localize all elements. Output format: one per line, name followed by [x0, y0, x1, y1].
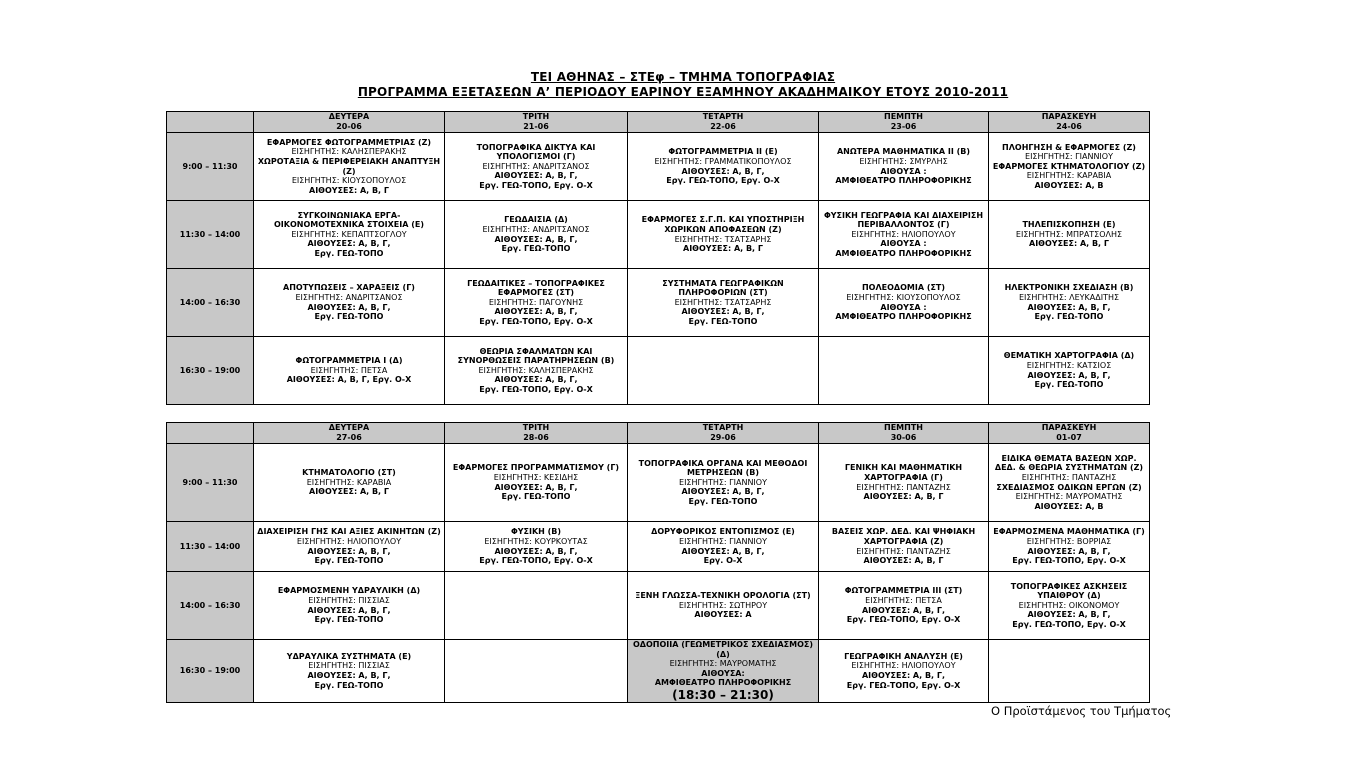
day-header	[989, 423, 1150, 444]
exam-cell	[819, 269, 989, 337]
instructor-line: ΕΙΣΗΓΗΤΗΣ: ΜΑΥΡΟΜΑΤΗΣ	[669, 659, 777, 669]
instructor-line: ΕΙΣΗΓΗΤΗΣ: ΛΕΥΚΑΔΙΤΗΣ	[1018, 292, 1120, 302]
exam-line: ΒΑΣΕΙΣ ΧΩΡ. ΔΕΔ. ΚΑΙ ΨΗΦΙΑΚΗ ΧΑΡΤΟΓΡΑΦΙΑ (Ζ)	[831, 527, 976, 546]
exam-cell	[254, 269, 445, 337]
exam-cell	[819, 201, 989, 269]
day-date: 01-07	[1056, 433, 1082, 442]
instructor-line: ΕΙΣΗΓΗΤΗΣ: ΚΑΛΗΣΠΕΡΑΚΗΣ	[291, 147, 407, 157]
day-header-row	[167, 112, 1150, 133]
exam-cell	[445, 201, 628, 269]
exam-line: Εργ. ΓΕΩ-ΤΟΠΟ	[314, 556, 384, 566]
instructor-line: ΕΙΣΗΓΗΤΗΣ: ΓΡΑΜΜΑΤΙΚΟΠΟΥΛΟΣ	[654, 156, 792, 166]
day-header	[628, 112, 819, 133]
instructor-line: ΕΙΣΗΓΗΤΗΣ: ΠΙΣΣΙΑΣ	[308, 661, 390, 671]
exam-cell	[628, 269, 819, 337]
exam-line: Εργ. ΓΕΩ-ΤΟΠΟ, Εργ. Ο-Χ	[479, 556, 593, 566]
exam-cell	[628, 640, 819, 703]
exam-line: ΑΙΘΟΥΣΑ :	[880, 166, 927, 176]
exam-line: ΑΙΘΟΥΣΕΣ: Α, Β, Γ	[309, 487, 389, 497]
instructor-line: ΕΙΣΗΓΗΤΗΣ: ΜΠΡΑΤΣΟΛΗΣ	[1015, 229, 1123, 239]
exam-line: Εργ. ΓΕΩ-ΤΟΠΟ, Εργ. Ο-Χ	[479, 316, 593, 326]
time-slot-label: 9:00 – 11:30	[167, 444, 254, 522]
exam-line: ΤΟΠΟΓΡΑΦΙΚΕΣ ΑΣΚΗΣΕΙΣ ΥΠΑΙΘΡΟΥ (Δ)	[1010, 581, 1128, 601]
exam-line: ΔΟΡΥΦΟΡΙΚΟΣ ΕΝΤΟΠΙΣΜΟΣ (Ε)	[651, 527, 795, 537]
instructor-line: ΕΙΣΗΓΗΤΗΣ: ΑΝΔΡΙΤΣΑΝΟΣ	[482, 224, 590, 234]
exam-line: Εργ. ΓΕΩ-ΤΟΠΟ	[1034, 380, 1104, 390]
exam-line: ΕΦΑΡΜΟΣΜΕΝΗ ΥΔΡΑΥΛΙΚΗ (Δ)	[277, 586, 421, 596]
time-slot-label: 16:30 – 19:00	[167, 640, 254, 703]
instructor-line: ΕΙΣΗΓΗΤΗΣ: ΠΕΤΣΑ	[865, 595, 942, 605]
instructor-line: ΕΙΣΗΓΗΤΗΣ: ΓΙΑΝΝΙΟΥ	[1025, 152, 1113, 162]
exam-cell	[445, 269, 628, 337]
exam-line: ΕΦΑΡΜΟΓΕΣ Σ.Γ.Π. ΚΑΙ ΥΠΟΣΤΗΡΙΞΗ ΧΩΡΙΚΩΝ ΑΠΟΦΑΣΕΩΝ (Ζ)	[641, 215, 805, 234]
exam-line: Εργ. ΓΕΩ-ΤΟΠΟ	[314, 312, 384, 322]
time-slot-row	[167, 640, 1150, 703]
instructor-line: ΕΙΣΗΓΗΤΗΣ: ΠΕΤΣΑ	[310, 365, 388, 375]
exam-line: ΑΙΘΟΥΣΕΣ: Α, Β, Γ	[683, 244, 763, 254]
day-date: 21-06	[523, 122, 549, 131]
instructor-line: ΕΙΣΗΓΗΤΗΣ: ΗΛΙΟΠΟΥΛΟΥ	[851, 661, 956, 671]
day-name: ΠΑΡΑΣΚΕΥΗ	[1041, 423, 1097, 433]
exam-line: Εργ. ΓΕΩ-ΤΟΠΟ, Εργ. Ο-Χ	[479, 180, 593, 190]
exam-cell	[628, 201, 819, 269]
exam-line: ΓΕΩΓΡΑΦΙΚΗ ΑΝΑΛΥΣΗ (Ε)	[844, 651, 963, 661]
exam-schedule-week-1	[166, 111, 1150, 405]
exam-line: ΤΟΠΟΓΡΑΦΙΚΑ ΟΡΓΑΝΑ ΚΑΙ ΜΕΘΟΔΟΙ ΜΕΤΡΗΣΕΩΝ (Β)	[638, 458, 808, 478]
instructor-line: ΕΙΣΗΓΗΤΗΣ: ΗΛΙΟΠΟΥΛΟΥ	[851, 229, 956, 239]
time-slot-label: 11:30 – 14:00	[167, 522, 254, 572]
exam-line: ΑΙΘΟΥΣΕΣ: Α, Β, Γ,	[1027, 546, 1111, 556]
day-name: ΠΕΜΠΤΗ	[884, 423, 923, 433]
time-slot-row	[167, 337, 1150, 405]
exam-line: ΔΙΑΧΕΙΡΙΣΗ ΓΗΣ ΚΑΙ ΑΞΙΕΣ ΑΚΙΝΗΤΩΝ (Ζ)	[257, 527, 441, 537]
exam-line: ΤΗΛΕΠΙΣΚΟΠΗΣΗ (Ε)	[1022, 220, 1116, 230]
instructor-line: ΕΙΣΗΓΗΤΗΣ: ΣΩΤΗΡΟΥ	[678, 600, 768, 610]
exam-line: ΞΕΝΗ ΓΛΩΣΣΑ-ΤΕΧΝΙΚΗ ΟΡΟΛΟΓΙΑ (ΣΤ)	[635, 591, 811, 601]
exam-line: ΑΙΘΟΥΣΕΣ: Α, Β, Γ, Εργ. Ο-Χ	[286, 375, 412, 385]
exam-line: ΑΙΘΟΥΣΕΣ: Α, Β, Γ,	[307, 239, 391, 249]
exam-line: ΑΙΘΟΥΣΕΣ: Α, Β, Γ,	[1027, 610, 1111, 620]
instructor-line: ΕΙΣΗΓΗΤΗΣ: ΑΝΔΡΙΤΣΑΝΟΣ	[295, 292, 403, 302]
instructor-line: ΕΙΣΗΓΗΤΗΣ: ΑΝΔΡΙΤΣΑΝΟΣ	[482, 161, 590, 171]
exam-line: Εργ. Ο-Χ	[703, 556, 743, 566]
time-slot-row	[167, 444, 1150, 522]
day-name: ΠΑΡΑΣΚΕΥΗ	[1041, 112, 1097, 122]
exam-line: Εργ. ΓΕΩ-ΤΟΠΟ	[314, 615, 384, 625]
exam-line: ΠΟΛΕΟΔΟΜΙΑ (ΣΤ)	[861, 283, 946, 293]
exam-line: ΑΙΘΟΥΣΕΣ: Α, Β, Γ,	[307, 605, 391, 615]
instructor-line: ΕΙΣΗΓΗΤΗΣ: ΚΑΛΗΣΠΕΡΑΚΗΣ	[478, 365, 594, 375]
time-slot-row	[167, 269, 1150, 337]
exam-line: ΦΩΤΟΓΡΑΜΜΕΤΡΙΑ ΙΙ (Ε)	[668, 147, 778, 157]
instructor-line: ΕΙΣΗΓΗΤΗΣ: ΠΑΝΤΑΖΗΣ	[856, 546, 951, 556]
day-header	[819, 423, 989, 444]
exam-line: ΣΥΓΚΟΙΝΩΝΙΑΚΑ ΕΡΓΑ-ΟΙΚΟΝΟΜΟΤΕΧΝΙΚΑ ΣΤΟΙΧΕΙΑ (Ε)	[273, 210, 425, 230]
instructor-line: ΕΙΣΗΓΗΤΗΣ: ΚΑΡΑΒΙΑ	[306, 477, 392, 487]
exam-line: ΑΙΘΟΥΣΕΣ: Α, Β, Γ	[863, 556, 944, 566]
time-note: (18:30 – 21:30)	[672, 687, 774, 702]
instructor-line: ΕΙΣΗΓΗΤΗΣ: ΠΙΣΣΙΑΣ	[308, 595, 390, 605]
day-header-row	[167, 423, 1150, 444]
instructor-line: ΕΙΣΗΓΗΤΗΣ: ΣΜΥΡΛΗΣ	[859, 156, 948, 166]
day-date: 22-06	[710, 122, 736, 131]
exam-line: Εργ. ΓΕΩ-ΤΟΠΟ, Εργ. Ο-Χ	[666, 176, 780, 186]
exam-line: ΠΛΟΗΓΗΣΗ & ΕΦΑΡΜΟΓΕΣ (Ζ)	[1002, 142, 1136, 152]
exam-cell	[989, 337, 1150, 405]
exam-line: ΑΜΦΙΘΕΑΤΡΟ ΠΛΗΡΟΦΟΡΙΚΗΣ	[654, 678, 792, 688]
time-slot-row	[167, 522, 1150, 572]
day-name: ΤΡΙΤΗ	[522, 423, 550, 433]
exam-line: Εργ. ΓΕΩ-ΤΟΠΟ, Εργ. Ο-Χ	[846, 680, 961, 690]
exam-cell	[989, 444, 1150, 522]
day-header	[445, 112, 628, 133]
exam-line: ΤΟΠΟΓΡΑΦΙΚΑ ΔΙΚΤΥΑ ΚΑΙ ΥΠΟΛΟΓΙΣΜΟΙ (Γ)	[476, 142, 596, 162]
document-title: ΤΕΙ ΑΘΗΝΑΣ – ΣΤΕφ – ΤΜΗΜΑ ΤΟΠΟΓΡΑΦΙΑΣ	[530, 70, 836, 84]
exam-line: ΑΙΘΟΥΣΕΣ: Α, Β, Γ,	[681, 487, 765, 497]
time-slot-row	[167, 201, 1150, 269]
instructor-line: ΕΙΣΗΓΗΤΗΣ: ΚΟΥΡΚΟΥΤΑΣ	[484, 536, 588, 546]
exam-line: ΑΙΘΟΥΣΕΣ: Α, Β, Γ,	[861, 605, 945, 615]
instructor-line: ΕΙΣΗΓΗΤΗΣ: ΚΕΠΑΠΤΣΟΓΛΟΥ	[291, 229, 407, 239]
day-date: 30-06	[890, 433, 917, 442]
exam-line: ΥΔΡΑΥΛΙΚΑ ΣΥΣΤΗΜΑΤΑ (Ε)	[286, 651, 412, 661]
exam-cell	[628, 572, 819, 640]
time-slot-row	[167, 572, 1150, 640]
exam-line: Εργ. ΓΕΩ-ΤΟΠΟ	[314, 680, 384, 690]
exam-line: ΑΙΘΟΥΣΕΣ: Α, Β, Γ,	[681, 166, 765, 176]
exam-line: ΘΕΩΡΙΑ ΣΦΑΛΜΑΤΩΝ ΚΑΙ ΣΥΝΟΡΘΩΣΕΙΣ ΠΑΡΑΤΗΡΗΣΕΩΝ (Β)	[457, 346, 615, 366]
exam-line: ΓΕΩΔΑΙΣΙΑ (Δ)	[504, 215, 568, 225]
day-date: 24-06	[1056, 122, 1082, 131]
exam-line: ΑΙΘΟΥΣΕΣ: Α, Β, Γ,	[307, 546, 391, 556]
instructor-line: ΕΙΣΗΓΗΤΗΣ: ΗΛΙΟΠΟΥΛΟΥ	[296, 536, 402, 546]
day-header	[628, 423, 819, 444]
exam-line: Εργ. ΓΕΩ-ΤΟΠΟ	[501, 244, 571, 254]
instructor-line: ΕΙΣΗΓΗΤΗΣ: ΓΙΑΝΝΙΟΥ	[679, 477, 767, 487]
exam-line: ΑΙΘΟΥΣΕΣ: Α, Β, Γ,	[494, 482, 578, 492]
instructor-line: ΕΙΣΗΓΗΤΗΣ: ΚΑΤΣΙΟΣ	[1026, 360, 1112, 370]
exam-cell	[628, 133, 819, 201]
exam-cell	[445, 522, 628, 572]
signature-line: Ο Προϊστάμενος του Τμήματος	[991, 704, 1172, 718]
day-name: ΠΕΜΠΤΗ	[884, 112, 923, 122]
exam-line: ΑΙΘΟΥΣΕΣ: Α, Β, Γ,	[494, 234, 578, 244]
exam-line: ΓΕΝΙΚΗ ΚΑΙ ΜΑΘΗΜΑΤΙΚΗ ΧΑΡΤΟΓΡΑΦΙΑ (Γ)	[844, 463, 963, 482]
exam-schedule-week-2	[166, 422, 1150, 703]
time-slot-label: 9:00 – 11:30	[167, 133, 254, 201]
instructor-line: ΕΙΣΗΓΗΤΗΣ: ΚΙΟΥΣΟΠΟΥΛΟΣ	[291, 176, 407, 186]
exam-cell	[819, 522, 989, 572]
day-date: 29-06	[710, 433, 736, 442]
exam-line: ΕΙΔΙΚΑ ΘΕΜΑΤΑ ΒΑΣΕΩΝ ΧΩΡ. ΔΕΔ. & ΘΕΩΡΙΑ ΣΥΣΤΗΜΑΤΩΝ (Ζ)	[994, 453, 1144, 473]
exam-line: Εργ. ΓΕΩ-ΤΟΠΟ, Εργ. Ο-Χ	[479, 384, 593, 394]
instructor-line: ΕΙΣΗΓΗΤΗΣ: ΠΑΝΤΑΖΗΣ	[856, 482, 951, 492]
exam-cell	[445, 133, 628, 201]
exam-cell	[819, 572, 989, 640]
empty-cell	[819, 337, 989, 405]
exam-line: ΑΙΘΟΥΣΕΣ: Α, Β, Γ,	[681, 307, 765, 317]
exam-line: ΦΥΣΙΚΗ ΓΕΩΓΡΑΦΙΑ ΚΑΙ ΔΙΑΧΕΙΡΙΣΗ ΠΕΡΙΒΑΛΛΟΝΤΟΣ (Γ)	[823, 210, 984, 230]
exam-cell	[254, 444, 445, 522]
exam-line: ΑΙΘΟΥΣΕΣ: Α, Β, Γ	[1029, 239, 1109, 249]
exam-line: Εργ. ΓΕΩ-ΤΟΠΟ	[501, 492, 571, 502]
exam-line: ΑΙΘΟΥΣΕΣ: Α, Β	[1034, 501, 1104, 511]
header-corner	[167, 423, 254, 444]
exam-cell	[989, 201, 1150, 269]
time-slot-label: 16:30 – 19:00	[167, 337, 254, 405]
exam-line: ΑΠΟΤΥΠΩΣΕΙΣ – ΧΑΡΑΞΕΙΣ (Γ)	[283, 283, 415, 293]
exam-line: Εργ. ΓΕΩ-ΤΟΠΟ	[1034, 312, 1104, 322]
exam-line: ΑΙΘΟΥΣΕΣ: Α	[694, 610, 752, 620]
exam-cell	[445, 444, 628, 522]
exam-line: ΑΙΘΟΥΣΕΣ: Α, Β	[1034, 180, 1104, 190]
time-slot-label: 14:00 – 16:30	[167, 572, 254, 640]
day-date: 23-06	[890, 122, 917, 131]
header-corner	[167, 112, 254, 133]
instructor-line: ΕΙΣΗΓΗΤΗΣ: ΓΙΑΝΝΙΟΥ	[679, 536, 767, 546]
day-name: ΤΡΙΤΗ	[522, 112, 550, 122]
exam-line: ΦΩΤΟΓΡΑΜΜΕΤΡΙΑ ΙΙΙ (ΣΤ)	[844, 586, 963, 596]
day-header	[819, 112, 989, 133]
exam-line: ΑΜΦΙΘΕΑΤΡΟ ΠΛΗΡΟΦΟΡΙΚΗΣ	[835, 176, 972, 186]
exam-line: ΑΜΦΙΘΕΑΤΡΟ ΠΛΗΡΟΦΟΡΙΚΗΣ	[835, 312, 972, 322]
exam-line: ΓΕΩΔΑΙΤΙΚΕΣ – ΤΟΠΟΓΡΑΦΙΚΕΣ ΕΦΑΡΜΟΓΕΣ (ΣΤ)	[467, 278, 605, 298]
day-header	[254, 112, 445, 133]
exam-line: ΑΙΘΟΥΣΕΣ: Α, Β, Γ	[863, 492, 944, 502]
exam-line: ΕΦΑΡΜΟΓΕΣ ΚΤΗΜΑΤΟΛΟΓΙΟΥ (Ζ)	[992, 161, 1146, 171]
exam-line: ΑΙΘΟΥΣΑ :	[880, 302, 927, 312]
exam-line: ΧΩΡΟΤΑΞΙΑ & ΠΕΡΙΦΕΡΕΙΑΚΗ ΑΝΑΠΤΥΞΗ (Ζ)	[257, 156, 441, 176]
exam-line: ΑΙΘΟΥΣΕΣ: Α, Β, Γ,	[307, 302, 391, 312]
exam-line: Εργ. ΓΕΩ-ΤΟΠΟ, Εργ. Ο-Χ	[1012, 619, 1126, 629]
exam-line: ΚΤΗΜΑΤΟΛΟΓΙΟ (ΣΤ)	[302, 468, 396, 478]
exam-line: ΑΝΩΤΕΡΑ ΜΑΘΗΜΑΤΙΚΑ ΙΙ (Β)	[836, 147, 970, 157]
exam-line: ΕΦΑΡΜΟΓΕΣ ΠΡΟΓΡΑΜΜΑΤΙΣΜΟΥ (Γ)	[452, 463, 620, 473]
exam-cell	[989, 133, 1150, 201]
instructor-line: ΕΙΣΗΓΗΤΗΣ: ΚΑΡΑΒΙΑ	[1026, 171, 1112, 181]
exam-line: ΘΕΜΑΤΙΚΗ ΧΑΡΤΟΓΡΑΦΙΑ (Δ)	[1003, 351, 1135, 361]
exam-line: ΑΜΦΙΘΕΑΤΡΟ ΠΛΗΡΟΦΟΡΙΚΗΣ	[835, 248, 972, 258]
document-subtitle: ΠΡΟΓΡΑΜΜΑ ΕΞΕΤΑΣΕΩΝ Α’ ΠΕΡΙΟΔΟΥ ΕΑΡΙΝΟΥ ΕΞΑΜΗΝΟΥ ΑΚΑΔΗΜΑΙΚΟΥ ΕΤΟΥΣ 2010-2011	[357, 85, 1009, 99]
exam-cell	[254, 640, 445, 703]
exam-line: Εργ. ΓΕΩ-ΤΟΠΟ	[688, 496, 758, 506]
instructor-line: ΕΙΣΗΓΗΤΗΣ: ΤΣΑΤΣΑΡΗΣ	[674, 297, 772, 307]
exam-line: ΟΔΟΠΟΙΙΑ (ΓΕΩΜΕΤΡΙΚΟΣ ΣΧΕΔΙΑΣΜΟΣ) (Δ)	[632, 640, 813, 659]
day-date: 28-06	[523, 433, 549, 442]
instructor-line: ΕΙΣΗΓΗΤΗΣ: ΤΣΑΤΣΑΡΗΣ	[674, 234, 772, 244]
exam-line: ΑΙΘΟΥΣΑ:	[701, 668, 745, 678]
day-date: 20-06	[336, 122, 362, 131]
exam-line: Εργ. ΓΕΩ-ΤΟΠΟ	[314, 248, 384, 258]
exam-line: ΗΛΕΚΤΡΟΝΙΚΗ ΣΧΕΔΙΑΣΗ (Β)	[1004, 283, 1134, 293]
exam-line: ΑΙΘΟΥΣΕΣ: Α, Β, Γ	[309, 185, 389, 195]
exam-line: ΣΥΣΤΗΜΑΤΑ ΓΕΩΓΡΑΦΙΚΩΝ ΠΛΗΡΟΦΟΡΙΩΝ (ΣΤ)	[662, 278, 784, 298]
day-name: ΤΕΤΑΡΤΗ	[702, 112, 744, 122]
exam-cell	[989, 269, 1150, 337]
exam-line: Εργ. ΓΕΩ-ΤΟΠΟ, Εργ. Ο-Χ	[846, 615, 961, 625]
exam-cell	[819, 133, 989, 201]
empty-cell	[445, 572, 628, 640]
empty-cell	[628, 337, 819, 405]
exam-cell	[445, 337, 628, 405]
day-header	[254, 423, 445, 444]
exam-line: ΣΧΕΔΙΑΣΜΟΣ ΟΔΙΚΩΝ ΕΡΓΩΝ (Ζ)	[996, 482, 1142, 492]
day-header	[445, 423, 628, 444]
exam-line: ΕΦΑΡΜΟΣΜΕΝΑ ΜΑΘΗΜΑΤΙΚΑ (Γ)	[993, 527, 1145, 537]
empty-cell	[989, 640, 1150, 703]
exam-line: ΑΙΘΟΥΣΕΣ: Α, Β, Γ,	[494, 171, 578, 181]
instructor-line: ΕΙΣΗΓΗΤΗΣ: ΟΙΚΟΝΟΜΟΥ	[1018, 600, 1120, 610]
instructor-line: ΕΙΣΗΓΗΤΗΣ: ΚΕΣΙΔΗΣ	[493, 472, 579, 482]
instructor-line: ΕΙΣΗΓΗΤΗΣ: ΒΟΡΡΙΑΣ	[1026, 536, 1112, 546]
exam-line: ΑΙΘΟΥΣΕΣ: Α, Β, Γ,	[681, 546, 765, 556]
exam-line: ΑΙΘΟΥΣΕΣ: Α, Β, Γ,	[307, 671, 391, 680]
exam-line: Εργ. ΓΕΩ-ΤΟΠΟ, Εργ. Ο-Χ	[1012, 556, 1126, 566]
time-slot-row	[167, 133, 1150, 201]
exam-cell	[628, 444, 819, 522]
day-name: ΔΕΥΤΕΡΑ	[328, 423, 370, 433]
exam-cell	[628, 522, 819, 572]
exam-line: ΑΙΘΟΥΣΕΣ: Α, Β, Γ,	[494, 307, 578, 317]
exam-line: Εργ. ΓΕΩ-ΤΟΠΟ	[688, 316, 758, 326]
time-slot-label: 14:00 – 16:30	[167, 269, 254, 337]
exam-cell	[254, 522, 445, 572]
instructor-line: ΕΙΣΗΓΗΤΗΣ: ΜΑΥΡΟΜΑΤΗΣ	[1015, 492, 1123, 502]
exam-line: ΑΙΘΟΥΣΕΣ: Α, Β, Γ,	[494, 546, 578, 556]
instructor-line: ΕΙΣΗΓΗΤΗΣ: ΚΙΟΥΣΟΠΟΥΛΟΣ	[846, 292, 961, 302]
exam-line: ΑΙΘΟΥΣΕΣ: Α, Β, Γ,	[861, 671, 945, 680]
day-header	[989, 112, 1150, 133]
exam-line: ΑΙΘΟΥΣΑ :	[880, 239, 927, 249]
day-name: ΔΕΥΤΕΡΑ	[328, 112, 370, 122]
exam-cell	[989, 522, 1150, 572]
exam-cell	[254, 201, 445, 269]
time-slot-label: 11:30 – 14:00	[167, 201, 254, 269]
exam-line: ΑΙΘΟΥΣΕΣ: Α, Β, Γ,	[1027, 370, 1111, 380]
exam-cell	[254, 572, 445, 640]
day-date: 27-06	[336, 433, 362, 442]
exam-line: ΑΙΘΟΥΣΕΣ: Α, Β, Γ,	[1027, 302, 1111, 312]
exam-line: ΕΦΑΡΜΟΓΕΣ ΦΩΤΟΓΡΑΜΜΕΤΡΙΑΣ (Ζ)	[266, 137, 432, 147]
instructor-line: ΕΙΣΗΓΗΤΗΣ: ΠΑΓΟΥΝΗΣ	[488, 297, 584, 307]
day-name: ΤΕΤΑΡΤΗ	[702, 423, 744, 433]
empty-cell	[445, 640, 628, 703]
exam-line: ΦΥΣΙΚΗ (Β)	[510, 527, 562, 537]
instructor-line: ΕΙΣΗΓΗΤΗΣ: ΠΑΝΤΑΖΗΣ	[1021, 472, 1117, 482]
exam-cell	[989, 572, 1150, 640]
exam-cell	[819, 444, 989, 522]
exam-cell	[254, 133, 445, 201]
exam-line: ΑΙΘΟΥΣΕΣ: Α, Β, Γ,	[494, 375, 578, 385]
exam-cell	[254, 337, 445, 405]
exam-cell	[819, 640, 989, 703]
exam-line: ΦΩΤΟΓΡΑΜΜΕΤΡΙΑ Ι (Δ)	[295, 356, 403, 366]
